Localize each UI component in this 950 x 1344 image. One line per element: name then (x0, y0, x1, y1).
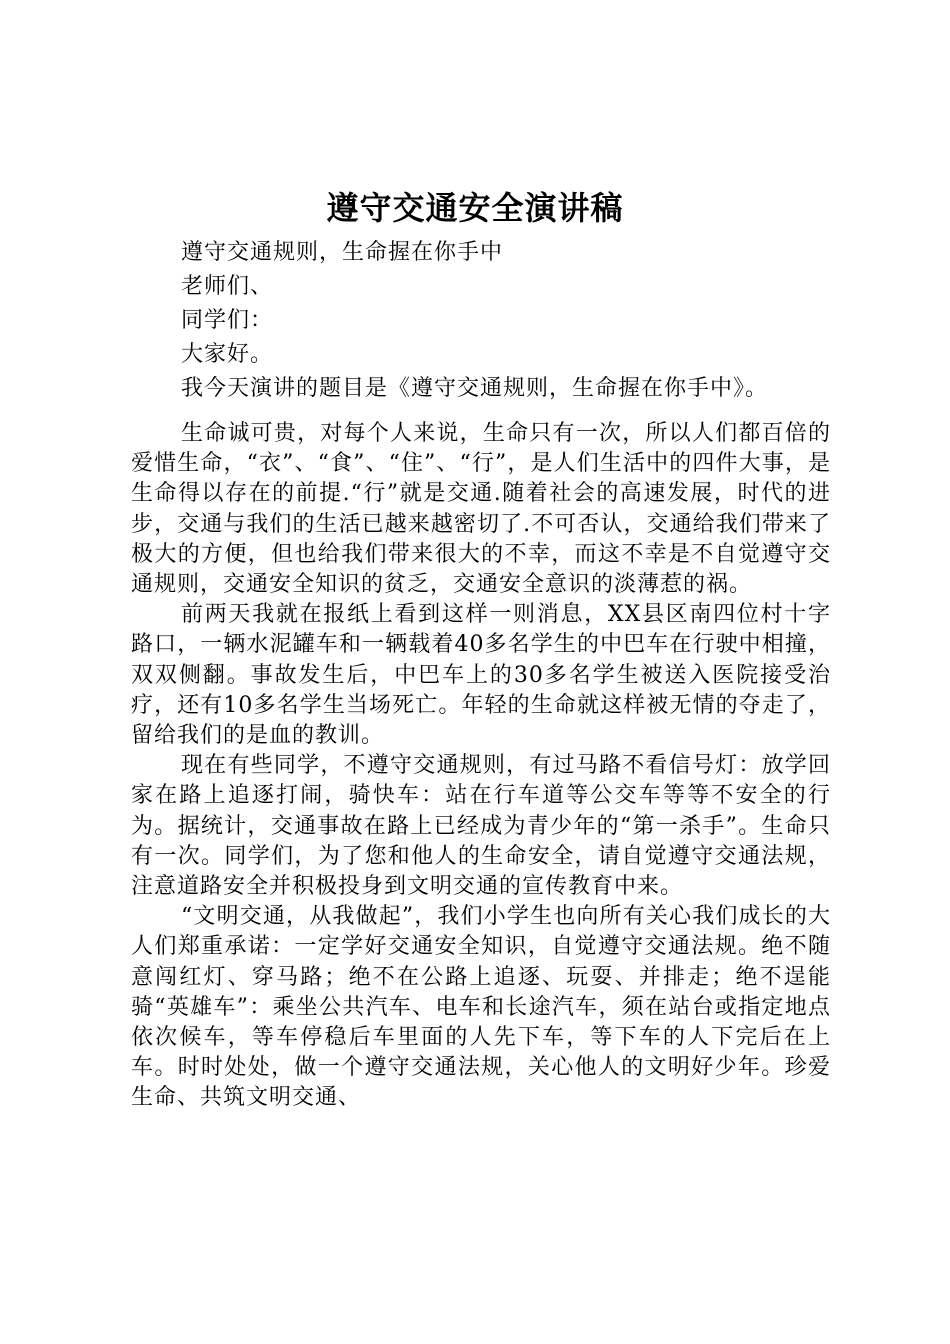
greeting-teachers: 老师们、 (181, 274, 274, 299)
greeting-students: 同学们： (181, 308, 274, 333)
paragraph-civilized-traffic: “文明交通，从我做起”，我们小学生也向所有关心我们成长的大人们郑重承诺：一定学好交通安全知识，自觉遵守交通法规。绝不随意闯红灯、穿马路；绝不在公路上追逐、玩耍、并排走；绝不逞能骑“英雄车”：乘坐公共汽车、电车和长途汽车，须在站台或指定地点依次候车，等车停稳后车里面的人先下车，等下车的人下完后在上车。时时处处，做一个遵守交通法规，关心他人的文明好少年。珍爱生命、共筑文明交通、 (131, 904, 831, 1111)
speech-body (131, 419, 831, 1114)
paragraph-life-value: 生命诚可贵，对每个人来说，生命只有一次，所以人们都百倍的爱惜生命，“衣”、“食”、“住”、“行”，是人们生活中的四件大事，是生命得以存在的前提.“行”就是交通.随着社会的高速发展，时代的进步，交通与我们的生活已越来越密切了.不可否认，交通给我们带来了极大的方便，但也给我们带来很大的不幸，而这不幸是不自觉遵守交通规则，交通安全知识的贫乏，交通安全意识的淡薄惹的祸。 (131, 421, 831, 598)
speech-subtitle: 遵守交通规则，生命握在你手中 (181, 240, 504, 265)
paragraph-accident-news: 前两天我就在报纸上看到这样一则消息，XX县区南四位村十字路口，一辆水泥罐车和一辆载着40多名学生的中巴车在行驶中相撞，双双侧翻。事故发生后，中巴车上的30多名学生被送入医院接受治疗，还有10多名学生当场死亡。年轻的生命就这样被无情的夺走了，留给我们的是血的教训。 (131, 602, 831, 749)
paragraph-unsafe-behavior: 现在有些同学，不遵守交通规则，有过马路不看信号灯：放学回家在路上追逐打闹，骑快车：站在行车道等公交车等等不安全的行为。据统计，交通事故在路上已经成为青少年的“第一杀手”。生命只有一次。同学们，为了您和他人的生命安全，请自觉遵守交通法规，注意道路安全并积极投身到文明交通的宣传教育中来。 (131, 753, 831, 900)
greeting-everyone: 大家好。 (181, 342, 274, 367)
document-title: 遵守交通安全演讲稿 (326, 189, 624, 227)
speech-topic-line: 我今天演讲的题目是《遵守交通规则，生命握在你手中》。 (181, 376, 769, 401)
intro-block (181, 236, 881, 406)
